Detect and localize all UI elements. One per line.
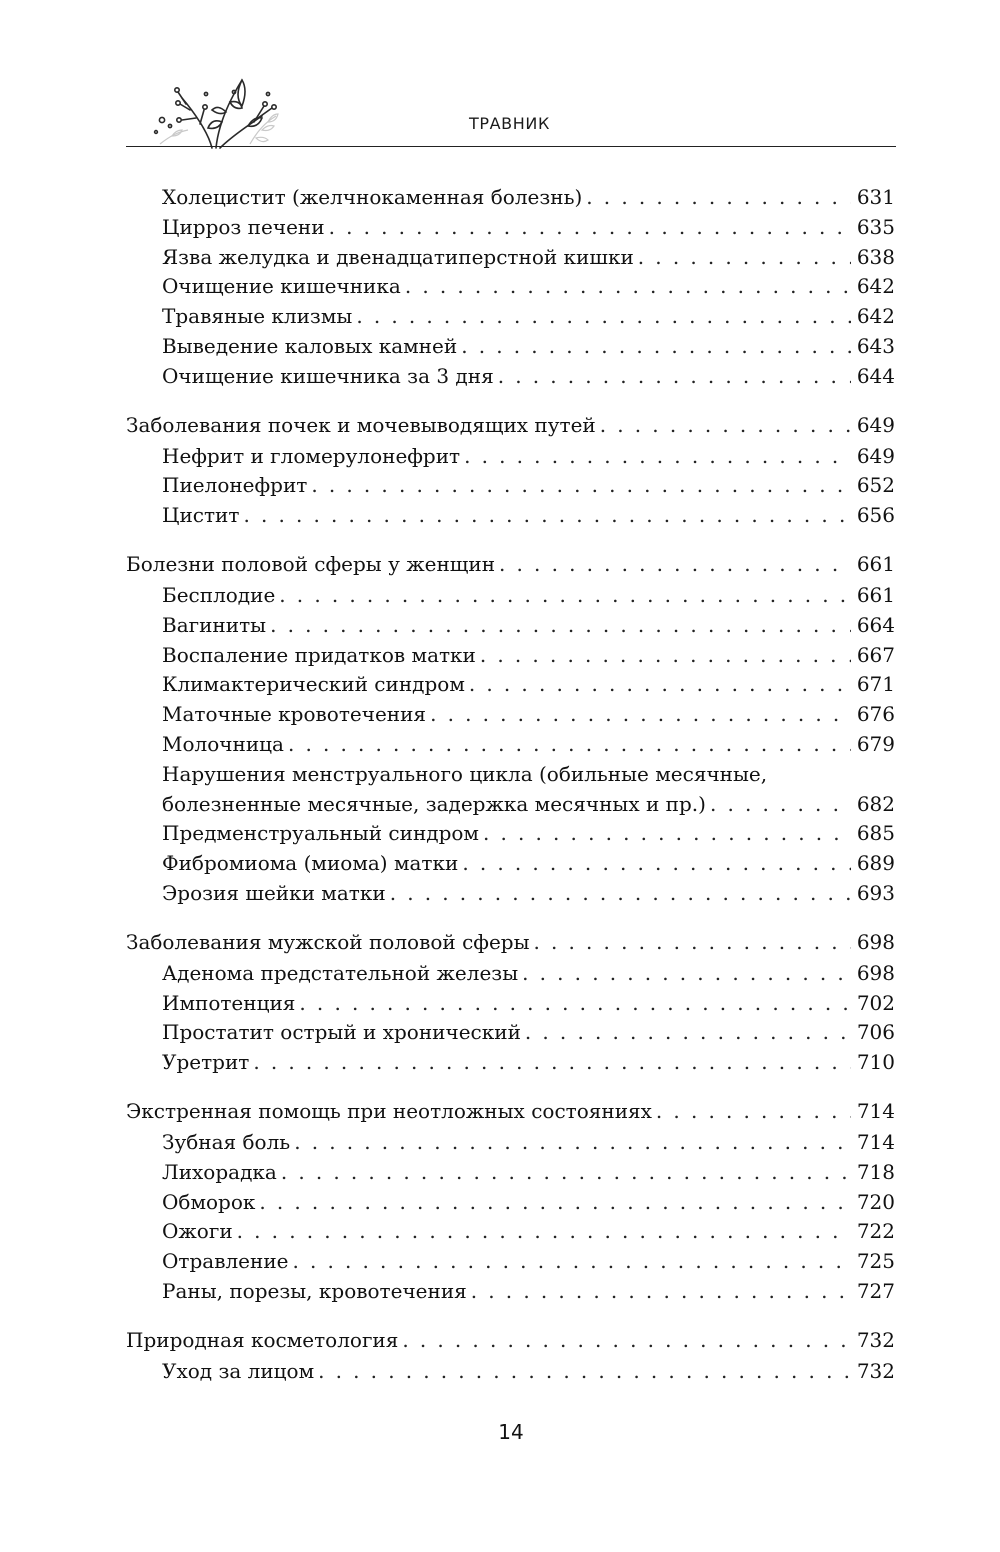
toc-entry-page: 725 xyxy=(856,1249,895,1274)
dot-leader xyxy=(318,1357,851,1387)
toc-entry[interactable] xyxy=(126,302,895,332)
dot-leader xyxy=(299,989,850,1019)
toc-entry[interactable] xyxy=(126,730,895,760)
dot-leader xyxy=(522,959,851,989)
toc-entry-title: Выведение каловых камней xyxy=(162,333,458,358)
toc-entry[interactable] xyxy=(126,989,895,1019)
dot-leader xyxy=(464,442,851,472)
toc-entry-page: 642 xyxy=(856,304,895,329)
dot-leader xyxy=(237,1217,851,1247)
toc-entry-title: Нефрит и гломерулонефрит xyxy=(162,443,461,468)
toc-entry[interactable] xyxy=(126,1188,895,1218)
toc-entry-title: Травяные клизмы xyxy=(162,304,353,329)
toc-entry-title: Цистит xyxy=(162,503,240,528)
dot-leader xyxy=(469,670,851,700)
toc-entry-page: 676 xyxy=(856,702,895,727)
toc-entry[interactable] xyxy=(126,1247,895,1277)
dot-leader xyxy=(586,183,851,213)
toc-entry[interactable] xyxy=(126,272,895,302)
dot-leader xyxy=(710,790,851,820)
toc-entry-title: Простатит острый и хронический xyxy=(162,1020,521,1045)
toc-entry-page: 710 xyxy=(856,1050,895,1075)
dot-leader xyxy=(461,332,851,362)
dot-leader xyxy=(471,1277,851,1307)
dot-leader xyxy=(279,581,851,611)
toc-entry[interactable] xyxy=(126,700,895,730)
toc-entry-title: Зубная боль xyxy=(162,1129,291,1154)
toc-entry-title: Климактерический синдром xyxy=(162,672,465,697)
toc-section-page: 732 xyxy=(856,1327,895,1352)
toc-section-page: 661 xyxy=(856,551,895,576)
toc-entry-title: Вагиниты xyxy=(162,612,267,637)
toc-entry-title: Уход за лицом xyxy=(162,1358,315,1383)
dot-leader xyxy=(638,243,851,273)
dot-leader xyxy=(480,641,851,671)
toc-entry[interactable] xyxy=(126,849,895,879)
toc-entry-title: Очищение кишечника xyxy=(162,274,401,299)
dot-leader xyxy=(311,471,850,501)
toc-entry-title: Лихорадка xyxy=(162,1159,277,1184)
toc-entry[interactable] xyxy=(126,879,895,909)
toc-entry-title: Обморок xyxy=(162,1189,256,1214)
dot-leader xyxy=(292,1247,850,1277)
toc-entry[interactable] xyxy=(126,442,895,472)
dot-leader xyxy=(253,1048,850,1078)
dot-leader xyxy=(656,1094,851,1128)
toc-entry-continuation[interactable] xyxy=(126,790,895,820)
dot-leader xyxy=(281,1158,851,1188)
toc-entry[interactable] xyxy=(126,362,895,392)
toc-entry-title: Фибромиома (миома) матки xyxy=(162,851,459,876)
toc-entry-page: 685 xyxy=(856,821,895,846)
toc-entry-title: Отравление xyxy=(162,1249,289,1274)
toc-entry-title: Холецистит (желчнокаменная болезнь) xyxy=(162,185,583,209)
toc-entry-title: Импотенция xyxy=(162,990,296,1015)
toc-entry-page: 652 xyxy=(856,473,895,498)
toc-entry-page: 649 xyxy=(856,443,895,468)
toc-entry[interactable] xyxy=(126,471,895,501)
toc-entry-page: 643 xyxy=(856,333,895,358)
toc-entry[interactable] xyxy=(126,959,895,989)
toc-entry-page: 642 xyxy=(856,274,895,299)
toc-entry-page: 702 xyxy=(856,990,895,1015)
toc-entry-page: 671 xyxy=(856,672,895,697)
toc-entry[interactable] xyxy=(126,1357,895,1387)
toc-entry-title: Нарушения менструального цикла (обильные месячные, xyxy=(162,761,768,786)
dot-leader xyxy=(430,700,851,730)
toc-entry[interactable] xyxy=(126,1277,895,1307)
dot-leader xyxy=(499,547,851,581)
toc-entry-page: 720 xyxy=(856,1189,895,1214)
toc-entry-page: 667 xyxy=(856,642,895,667)
dot-leader xyxy=(483,819,851,849)
toc-entry-page: 664 xyxy=(856,612,895,637)
toc-entry[interactable] xyxy=(126,1158,895,1188)
toc-section-title: Заболевания мужской половой сферы xyxy=(126,929,530,954)
toc-entry[interactable] xyxy=(126,183,895,213)
toc-section-heading[interactable] xyxy=(126,408,895,442)
toc-entry-title: Эрозия шейки матки xyxy=(162,880,386,905)
dot-leader xyxy=(525,1018,851,1048)
toc-entry[interactable] xyxy=(126,1217,895,1247)
dot-leader xyxy=(498,362,851,392)
toc-entry-page: 727 xyxy=(856,1278,895,1303)
toc-entry[interactable] xyxy=(126,670,895,700)
toc-section-title: Болезни половой сферы у женщин xyxy=(126,551,496,576)
dot-leader xyxy=(402,1323,850,1357)
toc-entry-title: Ожоги xyxy=(162,1219,233,1244)
toc-section-title: Заболевания почек и мочевыводящих путей xyxy=(126,412,596,437)
dot-leader xyxy=(390,879,851,909)
page-number: 14 xyxy=(498,1420,524,1444)
toc-section-page: 698 xyxy=(856,929,895,954)
toc-entry-page: 689 xyxy=(856,851,895,876)
toc-entry[interactable] xyxy=(126,1018,895,1048)
header-rule xyxy=(126,146,896,147)
toc-entry-title: Молочница xyxy=(162,731,284,756)
toc-entry-title: Маточные кровотечения xyxy=(162,702,427,727)
toc-entry[interactable] xyxy=(126,332,895,362)
toc-entry-title: Цирроз печени xyxy=(162,214,325,239)
toc-section-heading[interactable] xyxy=(126,925,895,959)
toc-section-title: Экстренная помощь при неотложных состояниях xyxy=(126,1098,652,1123)
toc-entry-page: 706 xyxy=(856,1020,895,1045)
toc-section-page: 714 xyxy=(856,1098,895,1123)
dot-leader xyxy=(600,408,851,442)
toc-entry-title: Очищение кишечника за 3 дня xyxy=(162,363,494,388)
dot-leader xyxy=(356,302,851,332)
toc-entry[interactable] xyxy=(126,1048,895,1078)
toc-entry-page: 732 xyxy=(856,1358,895,1383)
toc-entry-page: 631 xyxy=(856,185,895,209)
toc-entry[interactable] xyxy=(126,581,895,611)
toc-entry-page: 722 xyxy=(856,1219,895,1244)
toc-section-heading[interactable] xyxy=(126,547,895,581)
toc-entry-page: 635 xyxy=(856,214,895,239)
toc-entry-title: Аденома предстательной железы xyxy=(162,960,519,985)
toc-entry-title: болезненные месячные, задержка месячных и пр.) xyxy=(162,791,706,816)
toc-entry-page: 693 xyxy=(856,880,895,905)
toc-entry-title: Предменструальный синдром xyxy=(162,821,479,846)
dot-leader xyxy=(243,501,850,531)
dot-leader xyxy=(329,213,851,243)
toc-entry-first-line[interactable] xyxy=(126,760,895,790)
toc-entry[interactable] xyxy=(126,819,895,849)
toc-entry-title: Бесплодие xyxy=(162,582,276,607)
toc-entry[interactable] xyxy=(126,243,895,273)
dot-leader xyxy=(462,849,850,879)
floral-ornament-icon xyxy=(150,72,290,152)
dot-leader xyxy=(534,925,851,959)
toc-entry-page: 718 xyxy=(856,1159,895,1184)
dot-leader xyxy=(270,611,851,641)
toc-section-heading[interactable] xyxy=(126,1094,895,1128)
toc-section-page: 649 xyxy=(856,412,895,437)
toc-entry[interactable] xyxy=(126,1128,895,1158)
running-title: ТРАВНИК xyxy=(469,114,550,133)
toc-entry[interactable] xyxy=(126,611,895,641)
toc-entry-title: Уретрит xyxy=(162,1050,250,1075)
toc-entry-title: Язва желудка и двенадцатиперстной кишки xyxy=(162,244,634,269)
toc-entry-page: 679 xyxy=(856,731,895,756)
toc-entry[interactable] xyxy=(126,501,895,531)
dot-leader xyxy=(259,1188,850,1218)
toc-entry-page: 638 xyxy=(856,244,895,269)
dot-leader xyxy=(294,1128,851,1158)
table-of-contents xyxy=(126,183,895,1387)
toc-entry-title: Раны, порезы, кровотечения xyxy=(162,1278,467,1303)
toc-entry[interactable] xyxy=(126,641,895,671)
toc-entry-title: Воспаление придатков матки xyxy=(162,642,476,667)
toc-entry-page: 656 xyxy=(856,503,895,528)
toc-entry[interactable] xyxy=(126,213,895,243)
toc-entry-page: 698 xyxy=(856,960,895,985)
toc-entry-page: 682 xyxy=(856,791,895,816)
toc-entry-page: 644 xyxy=(856,363,895,388)
dot-leader xyxy=(405,272,851,302)
toc-entry-page: 661 xyxy=(856,582,895,607)
toc-section-heading[interactable] xyxy=(126,1323,895,1357)
toc-entry-page: 714 xyxy=(856,1129,895,1154)
dot-leader xyxy=(288,730,851,760)
toc-section-title: Природная косметология xyxy=(126,1327,399,1352)
toc-entry-title: Пиелонефрит xyxy=(162,473,308,498)
